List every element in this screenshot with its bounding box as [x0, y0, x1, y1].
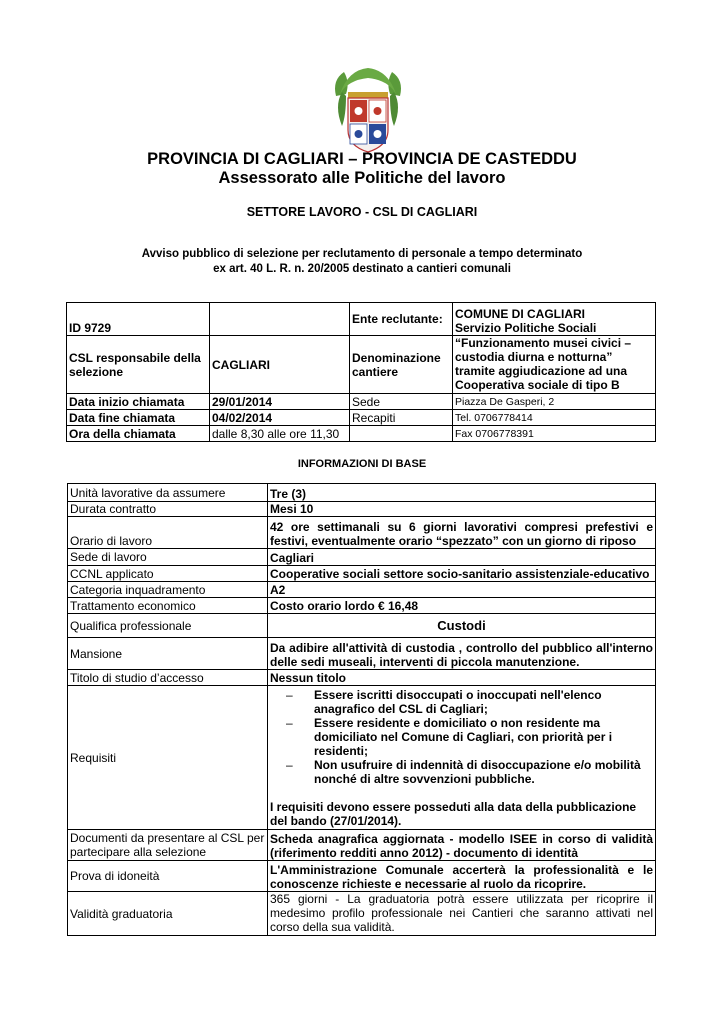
csl-label: CSL responsabile della selezione: [67, 336, 210, 394]
salary-value: Costo orario lordo € 16,48: [268, 598, 656, 614]
docs-value: Scheda anagrafica aggiornata - modello ISEE in corso di validità (riferimento redditi anno 2012) - documento di identità: [268, 830, 656, 861]
prova-value: L'Amministrazione Comunale accerterà la professionalità e le conoscenze richieste e necessarie al ruolo da ricoprire.: [268, 861, 656, 892]
units-label: Unità lavorative da assumere: [68, 484, 268, 502]
start-label: Data inizio chiamata: [67, 394, 210, 410]
sede-label: Sede: [350, 394, 453, 410]
qualifica-label: Qualifica professionale: [68, 614, 268, 638]
info-table: [67, 483, 656, 936]
category-label: Categoria inquadramento: [68, 582, 268, 598]
id-cell: ID 9729: [67, 303, 210, 336]
start-value: 29/01/2014: [210, 394, 350, 410]
ente-label: Ente reclutante:: [350, 303, 453, 336]
category-value: A2: [268, 582, 656, 598]
notice-line-1: Avviso pubblico di selezione per reclutamento di personale a tempo determinato: [141, 248, 583, 260]
ccnl-label: CCNL applicato: [68, 566, 268, 582]
site-value: Cagliari: [268, 549, 656, 566]
info-section-title: INFORMAZIONI DI BASE: [297, 458, 427, 470]
requisiti-list: [270, 688, 653, 786]
notice-line-2: ex art. 40 L. R. n. 20/2005 destinato a cantieri comunali: [213, 263, 511, 275]
units-value: Tre (3): [268, 484, 656, 502]
ente-value: [453, 303, 656, 336]
duration-value: Mesi 10: [268, 502, 656, 517]
hours-value: 42 ore settimanali su 6 giorni lavorativi compresi prefestivi e festivi, eventualmente orario “spezzato” con un giorno di riposo: [268, 517, 656, 549]
qualifica-value: Custodi: [268, 614, 656, 638]
validita-value: 365 giorni - La graduatoria potrà essere utilizzata per ricoprire il medesimo profilo professionale nei Cantieri che saranno attivati nel corso della sua validità.: [268, 892, 656, 936]
sede-value: Piazza De Gasperi, 2: [453, 394, 656, 410]
mansione-value: Da adibire all'attività di custodia , controllo del pubblico all'interno delle sedi museali, interventi di piccola manutenzione.: [268, 638, 656, 670]
csl-value: CAGLIARI: [210, 336, 350, 394]
mansione-label: Mansione: [68, 638, 268, 670]
ente-value-line1: COMUNE DI CAGLIARI: [455, 307, 585, 321]
hour-value: dalle 8,30 alle ore 11,30: [210, 426, 350, 442]
validita-label: Validità graduatoria: [68, 892, 268, 936]
requisiti-label: Requisiti: [68, 686, 268, 830]
empty-cell: [210, 303, 350, 336]
requisiti-value: [268, 686, 656, 830]
docs-label: Documenti da presentare al CSL per partecipare alla selezione: [68, 830, 268, 861]
province-coat-of-arms-icon: [328, 66, 408, 154]
fax-value: Fax 0706778391: [453, 426, 656, 442]
recapiti-label: Recapiti: [350, 410, 453, 426]
requisiti-note: I requisiti devono essere posseduti alla data della pubblicazione del bando (27/01/2014).: [270, 800, 637, 828]
duration-label: Durata contratto: [68, 502, 268, 517]
end-value: 04/02/2014: [210, 410, 350, 426]
list-item: – Non usufruire di indennità di disoccupazione e/o mobilità nonché di altre sovvenzioni pubbliche.: [314, 758, 653, 786]
hour-label: Ora della chiamata: [67, 426, 210, 442]
end-label: Data fine chiamata: [67, 410, 210, 426]
site-label: Sede di lavoro: [68, 549, 268, 566]
cantiere-label: Denominazione cantiere: [350, 336, 453, 394]
cantiere-value: “Funzionamento musei civici – custodia diurna e notturna” tramite aggiudicazione ad una Cooperativa sociale di tipo B: [453, 336, 656, 394]
list-item: – Essere iscritti disoccupati o inoccupati nell'elenco anagrafico del CSL di Cagliari;: [314, 688, 653, 716]
page-subtitle: Assessorato alle Politiche del lavoro: [218, 169, 506, 187]
prova-label: Prova di idoneità: [68, 861, 268, 892]
salary-label: Trattamento economico: [68, 598, 268, 614]
hours-label: Orario di lavoro: [68, 517, 268, 549]
empty-cell: [350, 426, 453, 442]
page-title: PROVINCIA DI CAGLIARI – PROVINCIA DE CASTEDDU: [147, 150, 577, 168]
sector-heading: SETTORE LAVORO - CSL DI CAGLIARI: [246, 205, 478, 219]
titolo-value: Nessun titolo: [268, 670, 656, 686]
tel-value: Tel. 0706778414: [453, 410, 656, 426]
ente-value-line2: Servizio Politiche Sociali: [455, 321, 597, 335]
call-details-table: [66, 302, 656, 442]
list-item: – Essere residente e domiciliato o non residente ma domiciliato nel Comune di Cagliari, con priorità per i residenti;: [314, 716, 653, 758]
ccnl-value: Cooperative sociali settore socio-sanitario assistenziale-educativo: [268, 566, 656, 582]
titolo-label: Titolo di studio d’accesso: [68, 670, 268, 686]
